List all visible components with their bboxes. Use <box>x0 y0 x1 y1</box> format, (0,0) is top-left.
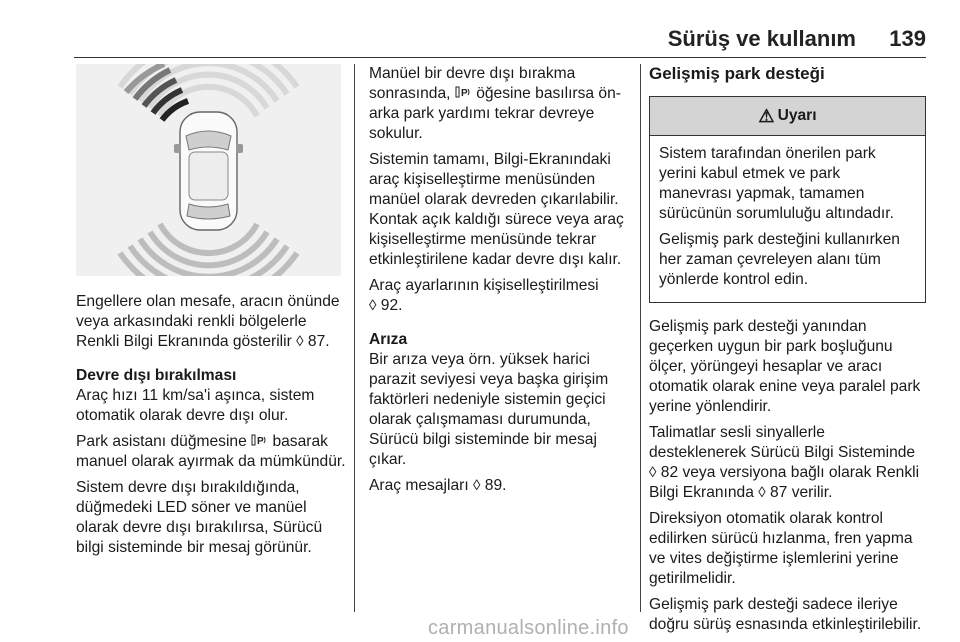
page-reference-link[interactable]: 87 <box>770 484 788 501</box>
paragraph: Direksiyon otomatik olarak kontrol edilirken sürücü hızlanma, fren yapma ve vites değiştirme işlemlerini yerine getirilmelidir. <box>649 510 913 587</box>
reference-arrow-icon: ◊ <box>369 297 377 314</box>
left-column <box>76 64 348 564</box>
right-column <box>649 64 926 641</box>
car-top-view <box>174 112 243 230</box>
warning-paragraph: Gelişmiş park desteğini kullanırken her zaman çevreleyen alanı tüm yönlerde kontrol edin. <box>659 231 900 288</box>
paragraph-text: Park asistanı düğmesine <box>76 433 247 450</box>
paragraph: Gelişmiş park desteği sadece ileriye doğru sürüş esnasında etkinleştirilebilir. <box>649 596 922 633</box>
paragraph <box>76 432 348 472</box>
svg-text:P: P <box>460 88 468 99</box>
page-reference-link[interactable]: 82 veya versiyona bağlı olarak Renkli Bilgi Ekranında <box>649 464 920 501</box>
paragraph: Bir arıza veya örn. yüksek harici parazit seviyesi veya başka girişim faktörleri nedeniyle sistemin geçici olarak çalışmaması durumunda, Sürücü bilgi sisteminde bir mesaj çıkar. <box>369 351 609 468</box>
reference-arrow-icon: ◊ <box>649 464 657 481</box>
warning-label: Uyarı <box>777 107 817 124</box>
warning-triangle-icon: ⚠ <box>758 106 775 126</box>
caption-page-ref[interactable]: 87. <box>307 333 330 350</box>
warning-box <box>649 96 926 303</box>
parking-sensor-figure <box>76 64 341 276</box>
reference-arrow-icon: ◊ <box>473 477 481 494</box>
column-divider <box>354 64 355 612</box>
page-number: 139 <box>889 26 926 51</box>
paragraph <box>649 423 926 503</box>
caption-text: Engellere olan mesafe, aracın önünde veya arkasındaki renkli bölgelerle Renkli Bilgi Ekranında gösterilir <box>76 293 340 350</box>
paragraph: Sistem devre dışı bırakıldığında, düğmedeki LED söner ve manüel olarak devre dışı bırakılırsa, Sürücü bilgi sisteminde bir mesaj görünür. <box>76 479 323 556</box>
page-header-title: Sürüş ve kullanım <box>667 26 856 51</box>
reference-arrow-icon: ◊ <box>296 333 304 350</box>
paragraph: Sistemin tamamı, Bilgi-Ekranındaki araç kişiselleştirme menüsünden manüel olarak devreden çıkarılabilir. Kontak açık kaldığı sürece veya araç kişiselleştirme menüsünde tekrar etkinleştirilene kadar devre dışı kalır. <box>369 151 624 268</box>
paragraph-text: Araç ayarlarının kişiselleştirilmesi <box>369 277 599 294</box>
reference-arrow-icon: ◊ <box>758 484 766 501</box>
section-heading-deactivation: Devre dışı bırakılması <box>76 367 237 384</box>
paragraph-text: verilir. <box>791 484 833 501</box>
figure-caption <box>76 292 348 352</box>
column-divider <box>640 64 641 612</box>
paragraph-text: Manüel bir devre dışı bırakma sonrasında, <box>369 65 576 102</box>
paragraph-text: öğesine basılırsa ön-arka park yardımı tekrar devreye sokulur. <box>369 85 621 142</box>
warning-header <box>650 97 925 136</box>
paragraph-text: Talimatlar sesli sinyallerle desteklenerek Sürücü Bilgi Sisteminde <box>649 424 916 461</box>
paragraph-text: Araç mesajları <box>369 477 469 494</box>
paragraph: Araç hızı 11 km/sa'i aşınca, sistem otomatik olarak devre dışı olur. <box>76 387 315 424</box>
watermark: carmanualsonline.info <box>428 617 629 639</box>
page-reference-link[interactable]: 89. <box>484 477 507 494</box>
park-assist-button-icon <box>251 433 268 447</box>
section-heading-advanced-park-assist: Gelişmiş park desteği <box>649 64 825 83</box>
paragraph <box>369 64 633 144</box>
page-reference-link[interactable]: 92. <box>380 297 403 314</box>
paragraph <box>369 476 633 496</box>
paragraph: Gelişmiş park desteği yanından geçerken uygun bir park boşluğunu ölçer, yörüngeyi hesaplar ve aracı otomatik olarak enine veya paralel park yerine yönlendirir. <box>649 318 921 415</box>
header-rule <box>74 57 926 58</box>
warning-paragraph: Sistem tarafından önerilen park yerini kabul etmek ve park manevrası yapmak, tamamen sürücünün sorumluluğu altındadır. <box>659 145 894 222</box>
paragraph-text: basarak manuel olarak ayırmak da mümkündür. <box>76 433 346 470</box>
warning-body <box>650 136 925 302</box>
middle-column <box>369 64 633 502</box>
park-assist-button-icon <box>455 85 472 99</box>
paragraph <box>369 276 633 316</box>
svg-text:P: P <box>257 436 264 447</box>
section-heading-fault: Arıza <box>369 331 408 348</box>
